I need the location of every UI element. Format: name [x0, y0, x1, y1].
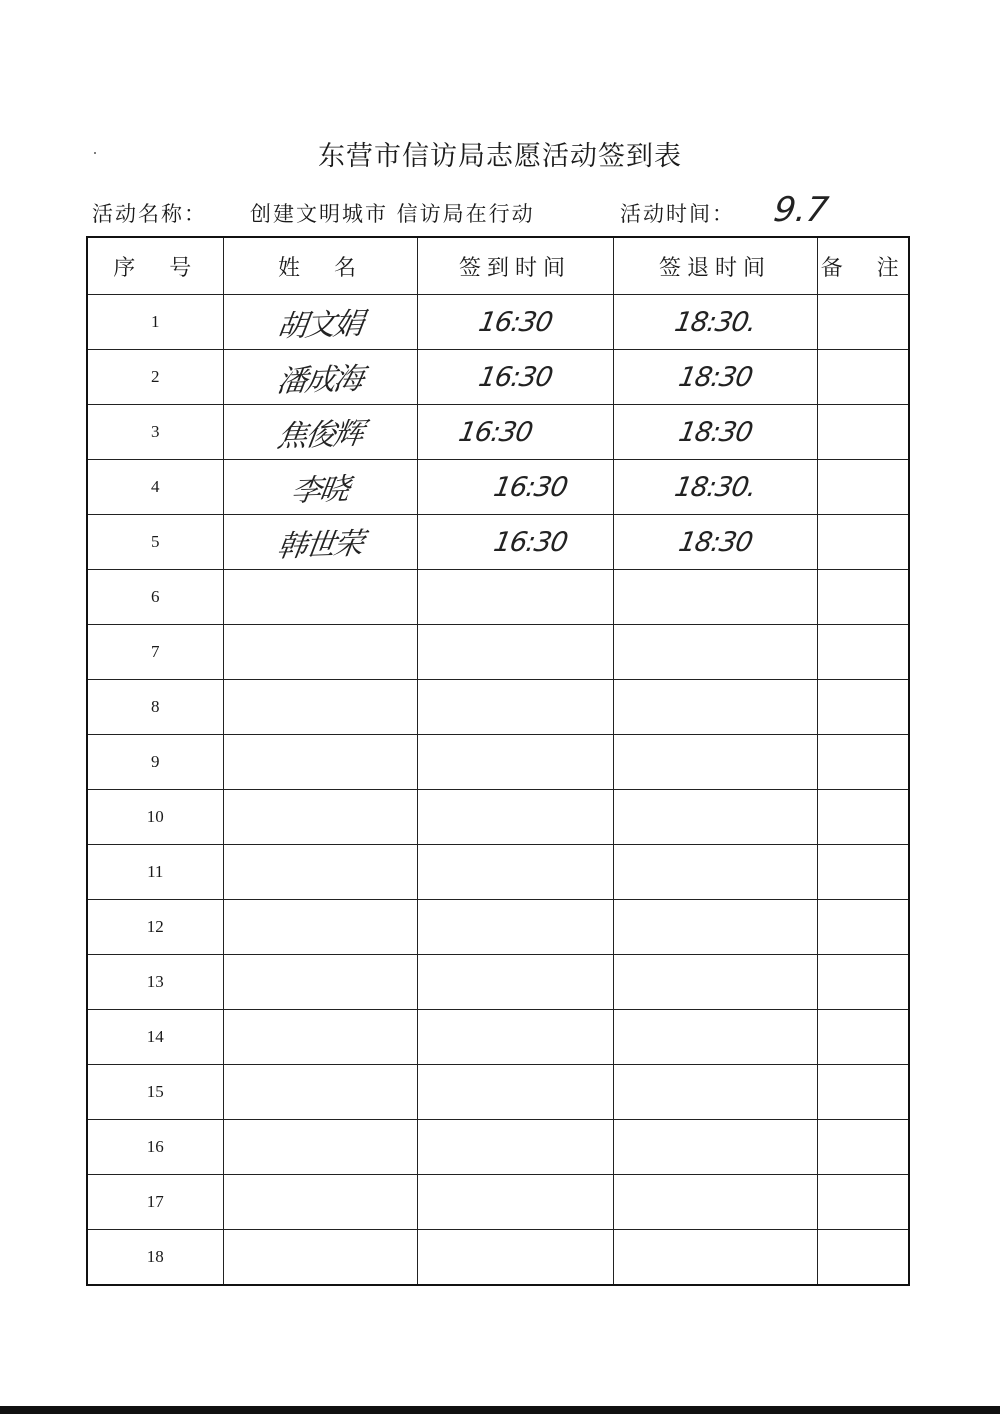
signature-name: 焦俊辉	[274, 416, 365, 455]
row-number: 13	[87, 955, 223, 1010]
sign-out-time: 18:30.	[672, 306, 758, 338]
note-cell	[817, 680, 909, 735]
sign-out-time: 18:30	[675, 361, 755, 393]
header-sign-in-time: 签到时间	[417, 237, 613, 295]
sign-in-cell	[417, 680, 613, 735]
row-number: 9	[87, 735, 223, 790]
table-row	[87, 845, 909, 900]
sign-out-cell	[613, 955, 817, 1010]
table-row	[87, 1175, 909, 1230]
sign-in-cell	[417, 1230, 613, 1286]
row-number: 5	[87, 515, 223, 570]
table-row	[87, 735, 909, 790]
name-cell	[223, 1175, 417, 1230]
sign-out-cell	[613, 900, 817, 955]
table-row	[87, 1065, 909, 1120]
sign-in-cell	[417, 570, 613, 625]
row-number: 8	[87, 680, 223, 735]
name-cell	[223, 625, 417, 680]
note-cell	[817, 515, 909, 570]
note-cell	[817, 405, 909, 460]
note-cell	[817, 900, 909, 955]
name-cell	[223, 1065, 417, 1120]
table-row	[87, 460, 909, 515]
note-cell	[817, 350, 909, 405]
sign-in-cell	[417, 1065, 613, 1120]
table-row	[87, 955, 909, 1010]
row-number: 18	[87, 1230, 223, 1286]
sign-out-cell	[613, 1230, 817, 1286]
sign-out-cell	[613, 1175, 817, 1230]
sign-in-cell	[417, 625, 613, 680]
sign-out-cell	[613, 570, 817, 625]
row-number: 17	[87, 1175, 223, 1230]
note-cell	[817, 790, 909, 845]
table-row	[87, 405, 909, 460]
table-row	[87, 900, 909, 955]
sign-in-time: 16:30	[490, 471, 570, 503]
sign-in-cell	[417, 1120, 613, 1175]
note-cell	[817, 570, 909, 625]
row-number: 12	[87, 900, 223, 955]
sign-in-time: 16:30	[475, 361, 555, 393]
row-number: 7	[87, 625, 223, 680]
note-cell	[817, 460, 909, 515]
name-cell	[223, 680, 417, 735]
row-number: 15	[87, 1065, 223, 1120]
note-cell	[817, 735, 909, 790]
sign-out-cell	[613, 735, 817, 790]
sign-in-cell	[417, 845, 613, 900]
table-row	[87, 1010, 909, 1065]
header-name: 姓 名	[223, 237, 417, 295]
row-number: 1	[87, 295, 223, 350]
name-cell	[223, 1230, 417, 1286]
table-row	[87, 515, 909, 570]
sign-out-cell	[613, 1120, 817, 1175]
note-cell	[817, 1175, 909, 1230]
sign-in-time: 16:30	[475, 306, 555, 338]
sign-in-cell	[417, 900, 613, 955]
table-row	[87, 1120, 909, 1175]
row-number: 10	[87, 790, 223, 845]
note-cell	[817, 1010, 909, 1065]
sign-out-cell	[613, 1065, 817, 1120]
name-cell	[223, 955, 417, 1010]
table-row	[87, 680, 909, 735]
sign-in-time: 16:30	[455, 416, 535, 448]
name-cell	[223, 900, 417, 955]
table-row	[87, 625, 909, 680]
row-number: 11	[87, 845, 223, 900]
sign-out-cell	[613, 1010, 817, 1065]
note-cell	[817, 955, 909, 1010]
sign-in-table	[86, 236, 910, 1286]
row-number: 14	[87, 1010, 223, 1065]
table-row	[87, 295, 909, 350]
note-cell	[817, 1230, 909, 1286]
sign-in-cell	[417, 735, 613, 790]
activity-name-value: 创建文明城市 信访局在行动	[250, 202, 535, 226]
sign-in-cell	[417, 1175, 613, 1230]
sign-out-time: 18:30	[675, 416, 755, 448]
name-cell	[223, 1010, 417, 1065]
sign-in-time: 16:30	[490, 526, 570, 558]
header-number: 序 号	[87, 237, 223, 295]
name-cell	[223, 570, 417, 625]
note-cell	[817, 1120, 909, 1175]
table-row	[87, 790, 909, 845]
signature-name: 李晓	[288, 472, 351, 509]
table-row	[87, 570, 909, 625]
row-number: 2	[87, 350, 223, 405]
note-cell	[817, 845, 909, 900]
note-cell	[817, 625, 909, 680]
row-number: 6	[87, 570, 223, 625]
sign-in-cell	[417, 790, 613, 845]
note-cell	[817, 1065, 909, 1120]
scan-border-bottom	[0, 1406, 1000, 1414]
row-number: 16	[87, 1120, 223, 1175]
sign-out-cell	[613, 790, 817, 845]
document-title: 东营市信访局志愿活动签到表	[318, 141, 682, 172]
header-sign-out-time: 签退时间	[613, 237, 817, 295]
name-cell	[223, 845, 417, 900]
sign-out-time: 18:30.	[672, 471, 758, 503]
name-cell	[223, 1120, 417, 1175]
sign-in-cell	[417, 955, 613, 1010]
note-cell	[817, 295, 909, 350]
row-number: 4	[87, 460, 223, 515]
table-row	[87, 1230, 909, 1286]
activity-name-label: 活动名称：	[92, 202, 207, 226]
activity-time-handwritten: 9.7	[771, 190, 831, 230]
table-row	[87, 350, 909, 405]
sign-out-cell	[613, 845, 817, 900]
signature-name: 潘成海	[274, 361, 365, 400]
header-note: 备 注	[817, 237, 909, 295]
sign-out-cell	[613, 625, 817, 680]
signature-name: 韩世荣	[274, 526, 365, 565]
name-cell	[223, 735, 417, 790]
sign-out-cell	[613, 680, 817, 735]
activity-time-label: 活动时间：	[620, 202, 735, 226]
sign-in-cell	[417, 1010, 613, 1065]
signature-name: 胡文娟	[274, 306, 365, 345]
name-cell	[223, 790, 417, 845]
sign-out-time: 18:30	[675, 526, 755, 558]
row-number: 3	[87, 405, 223, 460]
header-row	[87, 237, 909, 295]
